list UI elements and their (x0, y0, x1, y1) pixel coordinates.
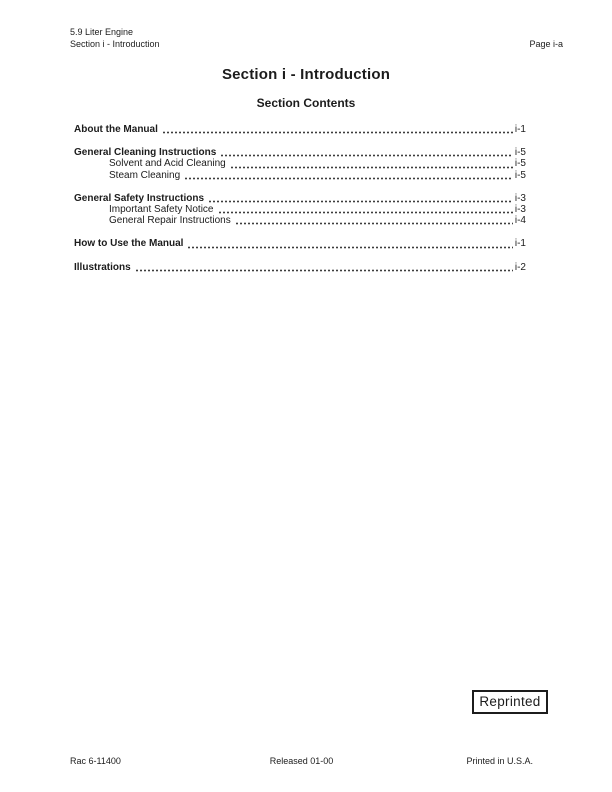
dot-leader (187, 246, 512, 249)
dot-leader (218, 211, 513, 214)
toc-entry (74, 238, 526, 249)
toc-entry-page: i-4 (514, 215, 526, 227)
toc-entry-label: General Cleaning Instructions (74, 147, 217, 159)
toc-entry-page: i-5 (514, 169, 526, 181)
dot-leader (184, 177, 513, 180)
dot-leader (162, 131, 513, 134)
toc-entry-label: General Safety Instructions (74, 192, 205, 204)
toc-entry-label: About the Manual (74, 124, 158, 135)
dot-leader (220, 154, 513, 157)
toc-entry-label: Steam Cleaning (109, 169, 181, 181)
toc-entry-page: i-5 (514, 147, 526, 159)
toc-entry-label: Solvent and Acid Cleaning (109, 158, 226, 170)
toc-entry-label: How to Use the Manual (74, 238, 184, 250)
footer-printed-in: Printed in U.S.A. (466, 756, 533, 766)
toc-entry (74, 158, 526, 169)
toc-entry-page: i-1 (514, 238, 526, 250)
toc-entry (74, 215, 526, 226)
toc-entry (74, 147, 526, 158)
page-footer (70, 755, 533, 767)
toc-entry (74, 170, 526, 181)
toc-entry-page: i-2 (514, 261, 526, 273)
toc-entry-page: i-3 (514, 192, 526, 204)
toc-entry-label: General Repair Instructions (109, 215, 231, 227)
toc-entry (74, 204, 526, 215)
toc-entry-page: i-5 (514, 158, 526, 170)
dot-leader (230, 166, 513, 169)
header-left-block (70, 26, 160, 50)
toc-entry-page: i-3 (514, 204, 526, 216)
toc-entry (74, 193, 526, 204)
footer-release-date: Released 01-00 (269, 756, 334, 766)
section-title: Section i - Introduction (221, 66, 391, 83)
toc-entry-label: Important Safety Notice (109, 204, 214, 216)
header-section-title: Section i - Introduction (70, 39, 160, 49)
dot-leader (208, 200, 513, 203)
page-header (70, 26, 563, 50)
header-engine-title: 5.9 Liter Engine (70, 27, 134, 37)
reprinted-stamp: Reprinted (472, 690, 548, 714)
dot-leader (135, 269, 513, 272)
toc-entry (74, 124, 526, 135)
toc-entry (74, 262, 526, 273)
header-page-number: Page i-a (529, 39, 563, 49)
footer-publication-number: Rac 6-11400 (70, 756, 121, 766)
section-contents-heading: Section Contents (256, 96, 356, 110)
dot-leader (235, 222, 513, 225)
toc-entry-page: i-1 (514, 124, 526, 135)
toc-entry-label: Illustrations (74, 261, 131, 273)
table-of-contents (74, 124, 526, 273)
